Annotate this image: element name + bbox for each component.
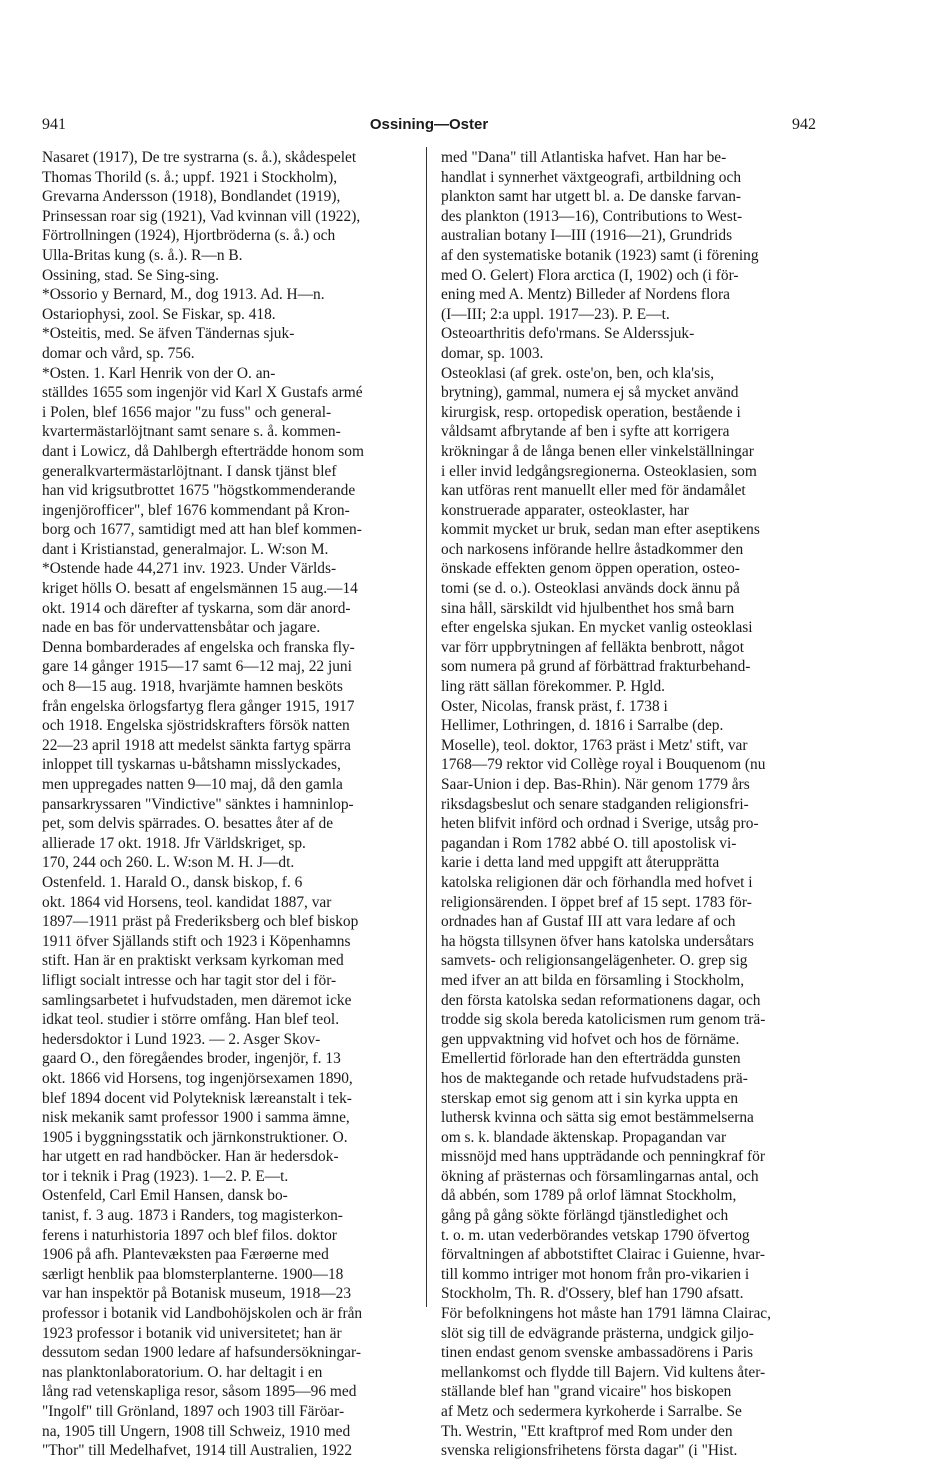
text-line: önskade effekten genom öppen operation, osteo- — [441, 560, 740, 578]
text-line: Ostenfeld. 1. Harald O., dansk biskop, f. 6 — [42, 873, 303, 891]
text-line: dessutom sedan 1900 ledare af hafsundersökningar- — [42, 1344, 361, 1362]
text-line: som numera på grund af förbättrad frakturbehand- — [441, 658, 751, 676]
text-line: våldsamt afbrytande af ben i syfte att korrigera — [441, 423, 730, 441]
text-line: gång på gång sökte förlängd tjänstledighet och — [441, 1207, 729, 1225]
text-line: 1923 professor i botanik vid universitetet; han är — [42, 1324, 342, 1342]
text-line: mellankomst och flydde till Bajern. Vid kultens åter- — [441, 1363, 766, 1381]
text-line: med "Dana" till Atlantiska hafvet. Han har be- — [441, 149, 727, 166]
text-line: sterskap emot sig genom att i sin kyrka uppta en — [441, 1089, 739, 1107]
text-line: tomi (se d. o.). Osteoklasi används dock ännu på — [441, 580, 740, 598]
text-line: Moselle), teol. doktor, 1763 präst i Metz' stift, var — [441, 736, 748, 754]
text-line: ferens i naturhistoria 1897 och blef filos. doktor — [42, 1226, 337, 1244]
text-line: "Ingolf" till Grönland, 1897 och 1903 till Färöar- — [42, 1403, 345, 1420]
text-line: okt. 1864 vid Horsens, teol. kandidat 1887, var — [42, 893, 332, 911]
text-line: nade en bas för undervattensbåtar och jagare. — [42, 619, 321, 637]
text-line: då abbén, som 1789 på orlof lämnat Stockholm, — [441, 1187, 737, 1205]
text-line: *Osten. 1. Karl Henrik von der O. an- — [42, 364, 276, 382]
text-line: sina håll, särskildt vid hjulbenthet hos små barn — [441, 599, 735, 617]
text-line: t. o. m. utan vederbörandes vetskap 1790 öfvertog — [441, 1226, 750, 1244]
text-line: stift. Han är en praktiskt verksam kyrkoman med — [42, 952, 344, 970]
page-number-right: 942 — [792, 116, 816, 133]
text-line: 1911 öfver Själlands stift och 1923 i Köpenhamns — [42, 932, 351, 950]
text-line: lifligt socialt intresse och har tagit stor del i för- — [42, 971, 337, 989]
page-number-left: 941 — [42, 116, 66, 133]
text-line: gare 14 gånger 1915—17 samt 6—12 maj, 22 juni — [42, 658, 352, 676]
text-line: Th. Westrin, "Ett kraftprof med Rom under den — [441, 1422, 733, 1440]
text-line: af den systematiske botanik (1923) samt (i förening — [441, 246, 759, 264]
text-line: 170, 244 och 260. L. W:son M. H. J—dt. — [42, 854, 295, 872]
text-line: Osteoklasi (af grek. oste'on, ben, och kla'sis, — [441, 364, 715, 382]
text-line: till kommo intriger mot honom från pro-vikarien i — [441, 1265, 750, 1283]
text-line: Stockholm, Th. R. d'Ossery, blef han 1790 afsatt. — [441, 1285, 744, 1303]
text-line: plankton samt har utgett bl. a. De danske farvan- — [441, 188, 742, 206]
text-line: från engelska örlogsfartyg flera gånger 1915, 1917 — [42, 697, 355, 715]
right-column — [441, 148, 815, 1461]
text-line: ökning af prästernas och församlingarnas antal, och — [441, 1167, 759, 1185]
text-line: tor i teknik i Prag (1923). 1—2. P. E—t. — [42, 1167, 289, 1185]
text-line: tanist, f. 3 aug. 1873 i Randers, tog magisterkon- — [42, 1207, 343, 1225]
text-line: ening med A. Mentz) Billeder af Nordens flora — [441, 286, 730, 304]
text-line: För befolkningens hot måste han 1791 lämna Clairac, — [441, 1305, 771, 1323]
text-line: missnöjd med hans uppträdande och penningkraf för — [441, 1148, 765, 1166]
text-line: Emellertid förlorade han den efterträdda gunsten — [441, 1050, 741, 1068]
text-line: den första katolska sedan reformationens dagar, och — [441, 991, 761, 1009]
text-line: gen uppvaktning vid hofvet och hos de förnäme. — [441, 1030, 740, 1048]
text-line: ställdes 1655 som ingenjör vid Karl X Gustafs armé — [42, 384, 363, 402]
text-line: des plankton (1913—16), Contributions to West- — [441, 207, 743, 225]
text-line: kan utföras rent manuellt eller med för ändamålet — [441, 482, 746, 500]
running-head: Ossining—Oster — [369, 116, 489, 133]
text-line: brytning), gammal, numera ej så mycket använd — [441, 384, 739, 402]
text-line: *Ossorio y Bernard, M., dog 1913. Ad. H—n. — [42, 286, 325, 304]
column-divider — [426, 147, 427, 1307]
text-line: och narkosens införande hellre åstadkommer den — [441, 540, 744, 558]
text-line: karie i detta land med uppgift att återupprätta — [441, 854, 720, 872]
text-line: Oster, Nicolas, fransk präst, f. 1738 i — [441, 697, 668, 715]
text-line: ingenjörofficer", blef 1676 kommendant på Kron- — [42, 501, 350, 519]
text-line: "Thor" till Medelhafvet, 1914 till Australien, 1922 — [42, 1442, 353, 1460]
text-line: han vid krigsutbrottet 1675 "högstkommenderande — [42, 482, 356, 500]
text-line: Prinsessan roar sig (1921), Vad kvinnan vill (1922), — [42, 207, 361, 225]
text-line: om s. k. blandade äktenskap. Propagandan var — [441, 1128, 727, 1146]
text-line: kommit mycket ur bruk, sedan man efter aseptikens — [441, 521, 760, 539]
text-line: pet, som delvis spärrades. O. besattes åter af de — [42, 815, 334, 833]
text-line: samlingsarbetet i hufvudstaden, men däremot icke — [42, 991, 352, 1009]
text-line: Nasaret (1917), De tre systrarna (s. å.), skådespelet — [42, 149, 357, 166]
text-line: efter engelska sjukan. En mycket vanlig osteoklasi — [441, 619, 753, 637]
text-line: *Osteitis, med. Se äfven Tändernas sjuk- — [42, 325, 295, 343]
text-line: trodde sig skola bereda katolicismen rum genom trä- — [441, 1011, 766, 1029]
text-line: pagandan i Rom 1782 abbé O. till apostolisk vi- — [441, 834, 737, 852]
text-line: 22—23 april 1918 att medelst sänkta fartyg spärra — [42, 736, 352, 754]
text-line: med O. Gelert) Flora arctica (I, 1902) och (i för- — [441, 266, 739, 284]
text-line: (I—III; 2:a uppl. 1917—23). P. E—t. — [441, 305, 670, 323]
text-line: hedersdoktor i Lund 1923. — 2. Asger Skov- — [42, 1030, 321, 1048]
text-line: var förr uppbrytningen af felläkta benbrott, något — [441, 638, 745, 656]
text-line: förvaltningen af abbotstiftet Clairac i Guienne, hvar- — [441, 1246, 766, 1264]
text-line: okt. 1866 vid Horsens, tog ingenjörsexamen 1890, — [42, 1069, 353, 1087]
text-line: inloppet till tyskarnas u-båtshamn misslyckades, — [42, 756, 341, 774]
text-line: och 8—15 aug. 1918, hvarjämte hamnen besköts — [42, 678, 343, 696]
text-line: australian botany I—III (1916—21), Grundrids — [441, 227, 733, 245]
text-line: heten blifvit införd och ordnad i Sverige, utsåg pro- — [441, 815, 759, 833]
text-line: domar och vård, sp. 756. — [42, 344, 195, 362]
text-line: Hellimer, Lothringen, d. 1816 i Sarralbe (dep. — [441, 717, 724, 735]
text-line: dant i Kristianstad, generalmajor. L. W:son M. — [42, 540, 329, 558]
text-line: na, 1905 till Ungern, 1908 till Schweiz, 1910 med — [42, 1422, 351, 1440]
text-line: hos de maktegande och retade hufvudstadens prä- — [441, 1069, 748, 1087]
text-line: ha högsta tillsynen öfver hans katolska undersåtars — [441, 932, 754, 950]
text-line: kvartermästarlöjtnant samt senare s. å. kommen- — [42, 423, 341, 441]
text-line: borg och 1677, samtidigt med att han blef kommen- — [42, 521, 362, 539]
text-line: i eller invid ledgångsregionerna. Osteoklasien, som — [441, 462, 757, 480]
text-line: generalkvartermästarlöjtnant. I dansk tjänst blef — [42, 462, 337, 480]
text-line: kirurgisk, resp. ortopedisk operation, bestående i — [441, 403, 741, 421]
text-line: men uppregades natten 9—10 maj, då den gamla — [42, 776, 343, 793]
text-line: luthersk kvinna och sätta sig emot bestämmelserna — [441, 1109, 754, 1127]
text-line: 1905 i byggningsstatik och järnkonstruktioner. O. — [42, 1128, 348, 1146]
text-line: Förtrollningen (1924), Hjortbröderna (s. å.) och — [42, 227, 336, 245]
text-line: tinen endast genom svenske ambassadörens i Paris — [441, 1344, 754, 1362]
text-line: af Metz och sedermera kyrkoherde i Sarralbe. Se — [441, 1403, 742, 1420]
text-line: 1768—79 rektor vid Collège royal i Bouquenom (nu — [441, 756, 766, 774]
text-line: ordnades han af Gustaf III att vara ledare af och — [441, 913, 736, 931]
text-line: svenska religionsfrihetens första dagar" (i "Hist. — [441, 1442, 738, 1460]
text-line: blef 1894 docent vid Polyteknisk læreanstalt i tek- — [42, 1089, 352, 1107]
text-line: riksdagsbeslut och senare stadganden religionsfri- — [441, 795, 749, 813]
text-line: dant i Lowicz, då Dahlbergh efterträdde honom som — [42, 442, 364, 460]
text-line: katolska religionen där och förhandla med hofvet i — [441, 873, 753, 891]
text-line: samvets- och religionsangelägenheter. O. grep sig — [441, 952, 748, 970]
text-line: var han inspektör på Botanisk museum, 1918—23 — [42, 1285, 352, 1303]
text-line: krökningar å de långa benen eller vinkelställningar — [441, 442, 754, 460]
text-line: och 1918. Engelska sjöstridskrafters försök natten — [42, 717, 350, 735]
page-header — [42, 116, 816, 140]
text-line: Denna bombarderades af engelska och franska fly- — [42, 638, 355, 656]
text-line: gaard O., den föregåendes broder, ingenjör, f. 13 — [42, 1050, 341, 1068]
text-line: slöt sig till de edvägrande prästerna, undgick giljo- — [441, 1324, 754, 1342]
text-line: *Ostende hade 44,271 inv. 1923. Under Världs- — [42, 560, 337, 578]
text-line: har utgett en rad handböcker. Han är hedersdok- — [42, 1148, 339, 1166]
text-line: lång rad vetenskapliga resor, såsom 1895—96 med — [42, 1383, 357, 1401]
text-line: handlat i synnerhet växtgeografi, artbildning och — [441, 168, 742, 186]
text-line: Osteoarthritis defo'rmans. Se Alderssjuk- — [441, 325, 695, 343]
text-line: Ostariophysi, zool. Se Fiskar, sp. 418. — [42, 305, 276, 323]
text-line: Saar-Union i dep. Bas-Rhin). När genom 1779 års — [441, 776, 750, 793]
text-line: domar, sp. 1003. — [441, 344, 544, 362]
text-line: nas planktonlaboratorium. O. har deltagit i en — [42, 1363, 323, 1381]
text-line: ling rätt sällan förekommer. P. Hgld. — [441, 678, 665, 696]
text-line: religionsärenden. I öppet bref af 15 sept. 1783 för- — [441, 893, 752, 911]
text-line: professor i botanik vid Landbohöjskolen och är från — [42, 1305, 363, 1323]
text-line: i Polen, blef 1656 major "zu fuss" och general- — [42, 403, 332, 421]
text-line: konstruerade apparater, osteoklaster, har — [441, 501, 689, 519]
text-line: allierade 17 okt. 1918. Jfr Världskriget, sp. — [42, 834, 306, 852]
text-line: idkat teol. studier i större omfång. Han blef teol. — [42, 1011, 340, 1029]
text-line: Thomas Thorild (s. å.; uppf. 1921 i Stockholm), — [42, 168, 338, 186]
text-line: med ifver an att bilda en församling i Stockholm, — [441, 971, 745, 989]
left-column — [42, 148, 416, 1461]
text-line: Grevarna Andersson (1918), Bondlandet (1919), — [42, 188, 341, 206]
text-line: nisk mekanik samt professor 1900 i samma ämne, — [42, 1109, 350, 1127]
text-line: pansarkryssaren "Vindictive" sänktes i hamninlop- — [42, 795, 354, 813]
text-line: 1897—1911 präst på Frederiksberg och blef biskop — [42, 913, 359, 931]
text-line: Ulla-Britas kung (s. å.). R—n B. — [42, 246, 243, 264]
text-line: ställande blef han "grand vicaire" hos biskopen — [441, 1383, 732, 1401]
text-line: okt. 1914 och därefter af tyskarna, som där anord- — [42, 599, 351, 617]
text-line: kriget hölls O. besatt af engelsmännen 15 aug.—14 — [42, 580, 358, 598]
text-line: Ossining, stad. Se Sing-sing. — [42, 266, 220, 284]
text-line: særligt henblik paa blomsterplanterne. 1900—18 — [42, 1265, 344, 1283]
text-line: 1906 på afh. Plantevæksten paa Færøerne med — [42, 1246, 329, 1264]
text-line: Ostenfeld, Carl Emil Hansen, dansk bo- — [42, 1187, 288, 1205]
